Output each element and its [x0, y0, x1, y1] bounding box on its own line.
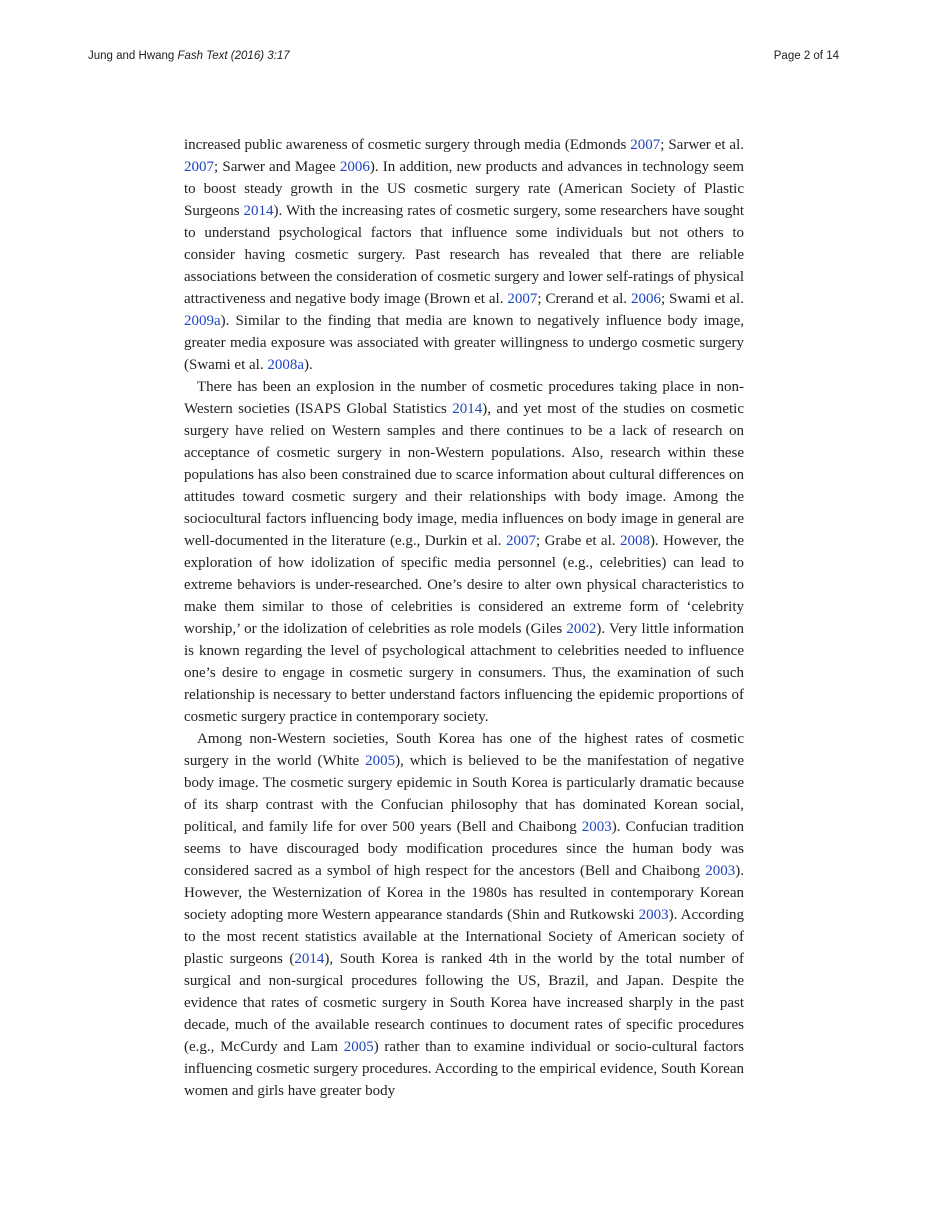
citation-link[interactable]: 2007 [184, 159, 214, 175]
citation-link[interactable]: 2006 [630, 291, 661, 307]
paragraph-text: ) rather than to examine individual or socio-cultural factors influencing cosmetic surgery procedures. According to the empirical evidence, South Korean women and girls have greater body [184, 1039, 745, 1099]
citation-link[interactable]: 2002 [566, 621, 597, 637]
paragraph-text: ), South Korea is ranked 4th in the world by the total number of surgical and non-surgical procedures following the US, Brazil, and Japan. Despite the evidence that rates of cosmetic surgery in South Korea have increased sharply in the past decade, much of the available research continues to document rates of specific procedures (e.g., McCurdy and Lam [184, 951, 744, 1055]
citation-link[interactable]: 2014 [452, 401, 483, 417]
citation-link[interactable]: 2006 [339, 159, 370, 175]
running-header-citation [88, 50, 290, 62]
paragraph-3 [184, 728, 744, 1102]
paragraph-text: Among non-Western societies, South Korea has one of the highest rates of cosmetic surgery in the world (White [184, 731, 744, 769]
paragraph-text: ). However, the Westernization of Korea in the 1980s has resulted in contemporary Korean society adopting more Western appearance standards (Shin and Rutkowski [184, 863, 744, 923]
citation-link[interactable]: 2008a [267, 357, 304, 373]
paragraph-2 [184, 376, 744, 728]
paragraph-text: ). Confucian tradition seems to have discouraged body modification procedures since the human body was considered sacred as a symbol of high respect for the ancestors (Bell and Chaibong [184, 819, 744, 879]
article-body [184, 134, 744, 1102]
citation-link[interactable]: 2003 [705, 863, 736, 879]
citation-link[interactable]: 2005 [365, 753, 396, 769]
paragraph-text: ). Very little information is known regarding the level of psychological attachment to celebrities needed to influence one’s desire to engage in cosmetic surgery in consumers. Thus, the examination of such relationship is necessary to better understand factors influencing the epidemic proportions of cosmetic surgery practice in contemporary society. [184, 621, 744, 725]
paragraph-text: ). According to the most recent statistics available at the International Society of American society of plastic surgeons ( [184, 907, 744, 967]
citation-link[interactable]: 2009a [184, 313, 221, 329]
paragraph-text: ), and yet most of the studies on cosmetic surgery have relied on Western samples and there continues to be a lack of research on acceptance of cosmetic surgery in non-Western populations. Also, research within these populations has also been constrained due to scarce information about cultural differences on attitudes toward cosmetic surgery and their relationships with body image. Among the sociocultural factors influencing body image, media influences on body image in general are well-documented in the literature (e.g., Durkin et al. [184, 401, 744, 549]
paragraph-text: There has been an explosion in the number of cosmetic procedures taking place in non-Western societies (ISAPS Global Statistics [184, 379, 744, 417]
citation-link[interactable]: 2014 [243, 203, 274, 219]
paragraph-text: ; Swami et al. [660, 291, 744, 307]
citation-link[interactable]: 2014 [294, 951, 325, 967]
paragraph-text: ; Sarwer and Magee [214, 159, 340, 175]
paragraph-text: ). However, the exploration of how idolization of specific media personnel (e.g., celebrities) can lead to extreme behaviors is under-researched. One’s desire to alter own physical characteristics to make them similar to those of celebrities is considered an extreme form of ‘celebrity worship,’ or the idolization of celebrities as role models (Giles [184, 533, 744, 637]
paragraph-text: ). Similar to the finding that media are known to negatively influence body image, greater media exposure was associated with greater willingness to undergo cosmetic surgery (Swami et al. [184, 313, 744, 373]
header-journal: Fash Text [177, 50, 228, 62]
citation-link[interactable]: 2007 [507, 291, 538, 307]
citation-link[interactable]: 2008 [619, 533, 650, 549]
paragraph-text: increased public awareness of cosmetic surgery through media (Edmonds [184, 137, 631, 153]
paragraph-1 [184, 134, 744, 376]
citation-link[interactable]: 2005 [343, 1039, 374, 1055]
paragraph-text: ). In addition, new products and advances in technology seem to boost steady growth in the US cosmetic surgery rate (American Society of Plastic Surgeons [184, 159, 744, 219]
header-volume: (2016) 3:17 [230, 50, 290, 62]
paragraph-text: ), which is believed to be the manifestation of negative body image. The cosmetic surgery epidemic in South Korea is particularly dramatic because of its sharp contrast with the Confucian philosophy that has dominated Korean social, political, and family life for over 500 years (Bell and Chaibong [184, 753, 744, 835]
paragraph-text: ). With the increasing rates of cosmetic surgery, some researchers have sought to understand psychological factors that influence some individuals but not others to consider having cosmetic surgery. Past research has revealed that there are reliable associations between the consideration of cosmetic surgery and lower self-ratings of physical attractiveness and negative body image (Brown et al. [184, 203, 744, 307]
paragraph-text: ). [304, 357, 313, 373]
paragraph-text: ; Grabe et al. [536, 533, 620, 549]
paragraph-text: ; Sarwer et al. [660, 137, 744, 153]
paragraph-text: ; Crerand et al. [537, 291, 631, 307]
citation-link[interactable]: 2007 [506, 533, 536, 549]
citation-link[interactable]: 2003 [638, 907, 669, 923]
citation-link[interactable]: 2007 [630, 137, 661, 153]
citation-link[interactable]: 2003 [581, 819, 612, 835]
page-number: Page 2 of 14 [773, 50, 839, 62]
header-authors: Jung and Hwang [88, 50, 175, 62]
